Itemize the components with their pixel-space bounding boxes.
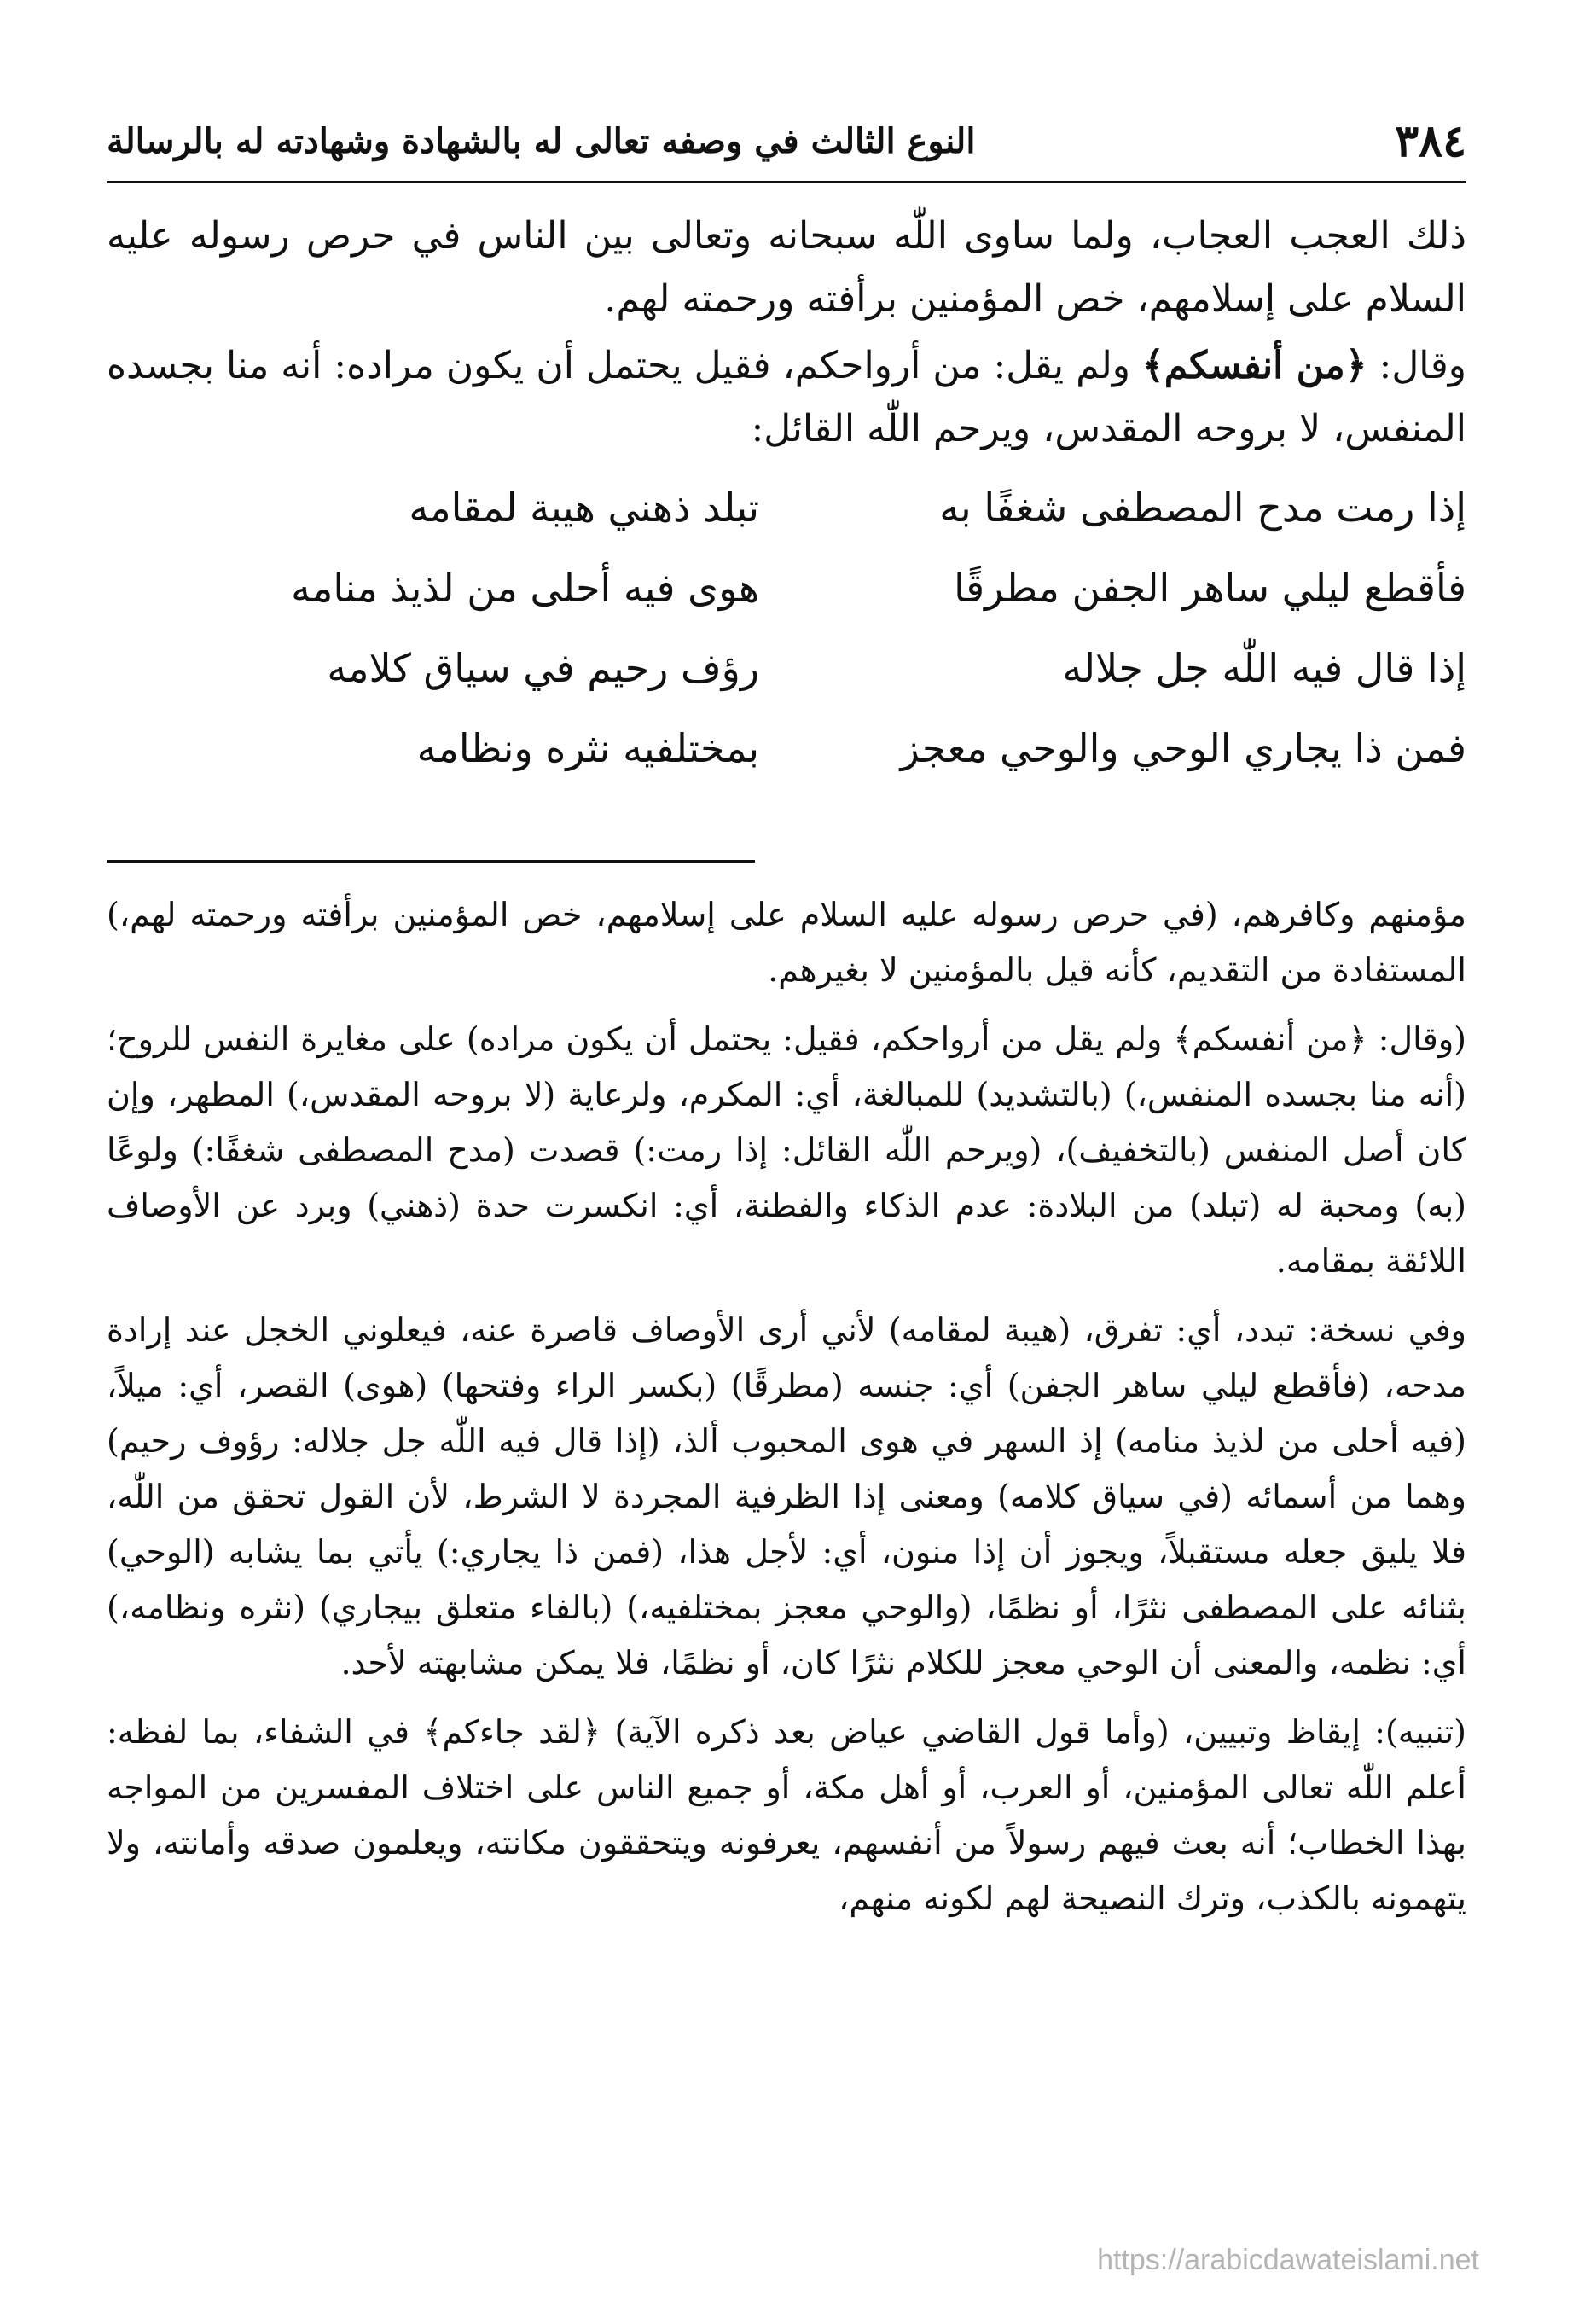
verse-second-half: رؤف رحيم في سياق كلامه [327,645,760,691]
verse-first-half: فمن ذا يجاري الوحي والوحي معجز [900,725,1466,771]
main-text [107,205,1466,788]
commentary-paragraph: مؤمنهم وكافرهم، (في حرص رسوله عليه السلام على إسلامهم، خص المؤمنين برأفته ورحمته لهم،) المستفادة من التقديم، كأنه قيل بالمؤمنين لا بغيرهم. [107,896,1466,989]
main-paragraph-2-intro: وقال: [1367,344,1466,387]
page-number: ٣٨٤ [1395,114,1466,167]
footnote-separator [107,860,755,863]
commentary-paragraph: (تنبيه): إيقاظ وتبيين، (وأما قول القاضي عياض بعد ذكره الآية) ﴿لقد جاءكم﴾ في الشفاء، بما لفظه: أعلم اللّٰه تعالى المؤمنين، أو العرب، أو أهل مكة، أو جميع الناس على اختلاف المفسرين من المواجه بهذا الخطاب؛ أنه بعث فيهم رسولاً من أنفسهم، يعرفونه ويتحققون مكانته، ويعلمون صدقه وأمانته، ولا يتهمونه بالكذب، وترك النصيحة لهم لكونه منهم، [107,1713,1466,1917]
poem-verse [107,628,1466,708]
verse-second-half: تبلد ذهني هيبة لمقامه [409,485,760,531]
main-paragraph-1: ذلك العجب العجاب، ولما ساوى اللّٰه سبحانه وتعالى بين الناس في حرص رسوله عليه السلام على إسلامهم، خص المؤمنين برأفته ورحمته لهم. [107,214,1466,321]
verse-first-half: إذا قال فيه اللّٰه جل جلاله [1062,645,1466,691]
quran-quote: ﴿من أنفسكم﴾ [1142,344,1367,387]
main-paragraph-2-rest: ولم يقل: من أرواحكم، فقيل يحتمل أن يكون مراده: أنه منا بجسده المنفس، لا بروحه المقدس، ويرحم اللّٰه القائل: [106,344,1466,450]
verse-first-half: فأقطع ليلي ساهر الجفن مطرقًا [954,565,1466,611]
running-title: النوع الثالث في وصفه تعالى له بالشهادة وشهادته له بالرسالة [107,120,976,161]
commentary-paragraph: (وقال: ﴿من أنفسكم﴾ ولم يقل من أرواحكم، فقيل: يحتمل أن يكون مراده) على مغايرة النفس للروح؛ (أنه منا بجسده المنفس،) (بالتشديد) للمبالغة، أي: المكرم، ولرعاية (لا بروحه المقدس،) المطهر، وإن كان أصل المنفس (بالتخفيف)، (ويرحم اللّٰه القائل: إذا رمت:) قصدت (مدح المصطفى شغفًا:) ولوعًا (به) ومحبة له (تبلد) من البلادة: عدم الذكاء والفطنة، أي: انكسرت حدة (ذهني) وبرد عن الأوصاف اللائقة بمقامه. [107,1020,1466,1280]
poem-verse [107,548,1466,628]
commentary [107,887,1466,1940]
poem-verse [107,708,1466,788]
poem-verse [107,468,1466,548]
commentary-paragraph: وفي نسخة: تبدد، أي: تفرق، (هيبة لمقامه) لأني أرى الأوصاف قاصرة عنه، فيعلوني الخجل عند إرادة مدحه، (فأقطع ليلي ساهر الجفن) أي: جنسه (مطرقًا) (بكسر الراء وفتحها) (هوى) القصر، أي: ميلاً، (فيه أحلى من لذيذ منامه) إذ السهر في هوى المحبوب ألذ، (إذا قال فيه اللّٰه جل جلاله: رؤوف رحيم) وهما من أسمائه (في سياق كلامه) ومعنى إذا الظرفية المجردة لا الشرط، لأن القول تحقق من اللّٰه، فلا يليق جعله مستقبلاً، ويجوز أن إذا منون، أي: لأجل هذا، (فمن ذا يجاري:) يأتي بما يشابه (الوحي) بثنائه على المصطفى نثرًا، أو نظمًا، (والوحي معجز بمختلفيه،) (بالفاء متعلق بيجاري) (نثره ونظامه،) أي: نظمه، والمعنى أن الوحي معجز للكلام نثرًا كان، أو نظمًا، فلا يمكن مشابهته لأحد. [107,1311,1466,1682]
verse-second-half: بمختلفيه نثره ونظامه [416,725,760,771]
verse-first-half: إذا رمت مدح المصطفى شغفًا به [939,485,1466,531]
poem [107,468,1466,788]
watermark: https://arabicdawateislami.net [1097,2244,1479,2276]
verse-second-half: هوى فيه أحلى من لذيذ منامه [291,565,760,611]
header-rule [107,181,1466,183]
page-header [107,102,1466,179]
main-paragraph-2 [107,334,1466,461]
